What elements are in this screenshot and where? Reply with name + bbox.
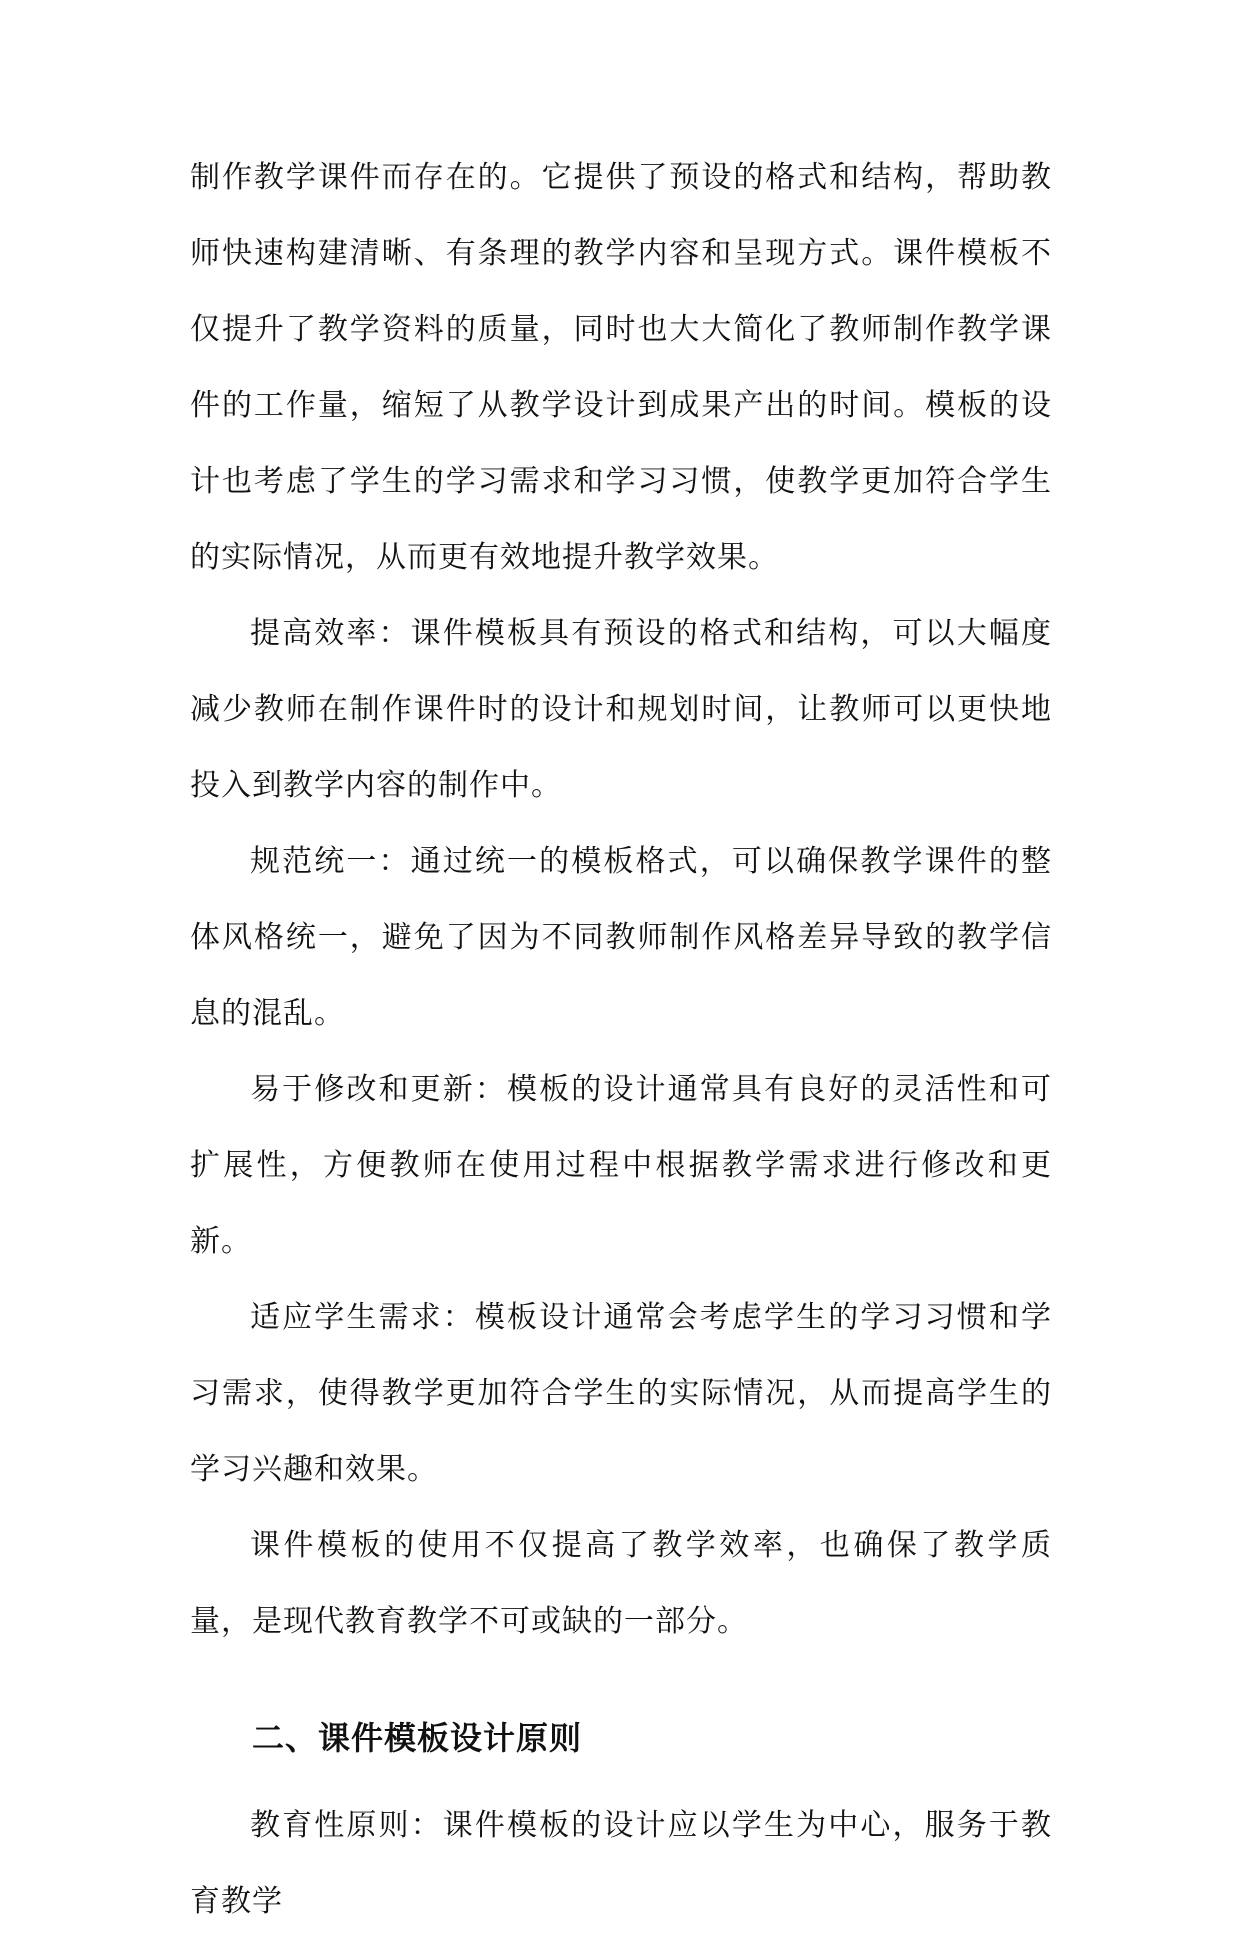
- paragraph-standardization: 规范统一：通过统一的模板格式，可以确保教学课件的整体风格统一，避免了因为不同教师制作风格差异导致的教学信息的混乱。: [190, 844, 1052, 1031]
- paragraph-summary: 课件模板的使用不仅提高了教学效率，也确保了教学质量，是现代教育教学不可或缺的一部分。: [190, 1528, 1052, 1639]
- section-heading: 二、课件模板设计原则: [252, 1719, 583, 1757]
- document-body: [190, 140, 1052, 1940]
- paragraph-efficiency: 提高效率：课件模板具有预设的格式和结构，可以大幅度减少教师在制作课件时的设计和规划时间，让教师可以更快地投入到教学内容的制作中。: [190, 616, 1052, 803]
- paragraph-student-needs: 适应学生需求：模板设计通常会考虑学生的学习习惯和学习需求，使得教学更加符合学生的实际情况，从而提高学生的学习兴趣和效果。: [190, 1300, 1052, 1487]
- paragraph-modification: 易于修改和更新：模板的设计通常具有良好的灵活性和可扩展性，方便教师在使用过程中根据教学需求进行修改和更新。: [190, 1072, 1052, 1259]
- paragraph-intro-continued: 制作教学课件而存在的。它提供了预设的格式和结构，帮助教师快速构建清晰、有条理的教学内容和呈现方式。课件模板不仅提升了教学资料的质量，同时也大大简化了教师制作教学课件的工作量，缩短了从教学设计到成果产出的时间。模板的设计也考虑了学生的学习需求和学习习惯，使教学更加符合学生的实际情况，从而更有效地提升教学效果。: [190, 160, 1052, 575]
- paragraph-education-principle: 教育性原则：课件模板的设计应以学生为中心，服务于教育教学: [190, 1808, 1052, 1919]
